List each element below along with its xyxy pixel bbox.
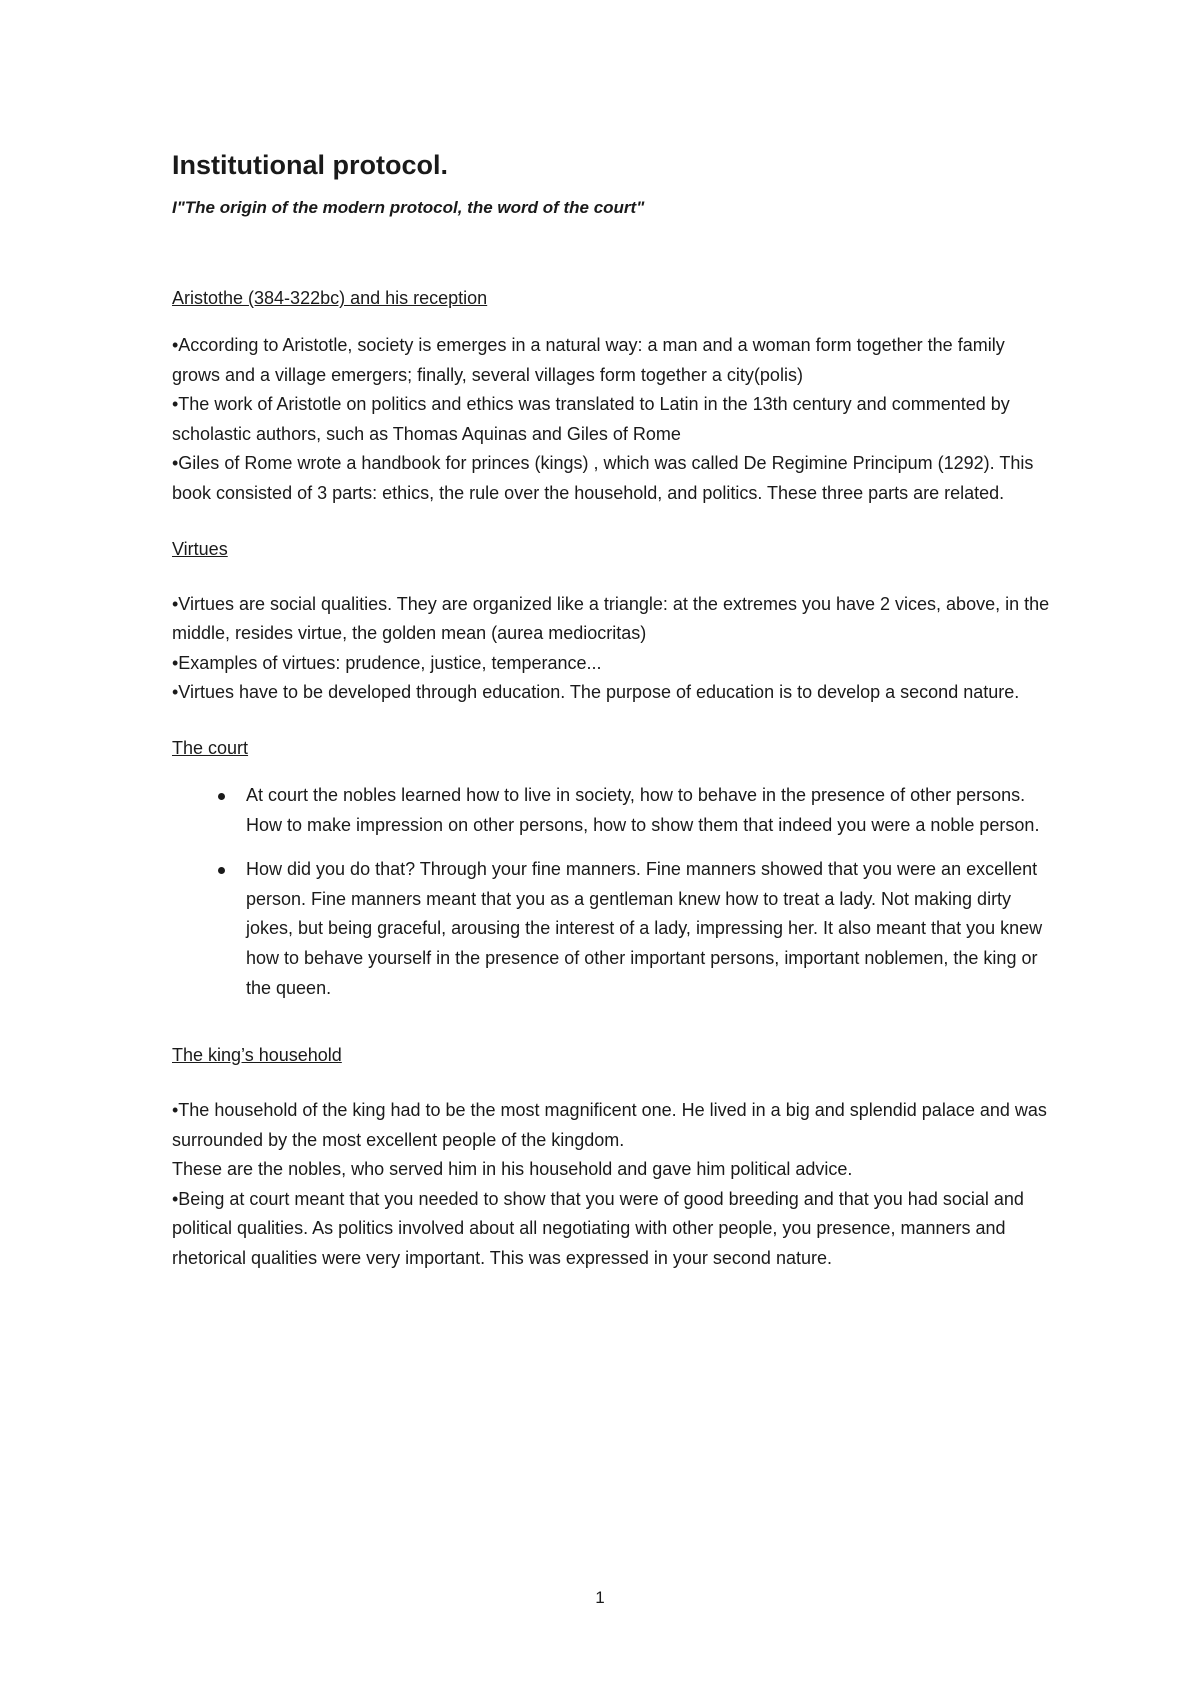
document-body: [172, 148, 1052, 1274]
list-item-text: How did you do that? Through your fine manners. Fine manners showed that you were an excellent person. Fine manners meant that you as a gentleman knew how to treat a lady. Not making dirty jokes, but being graceful, arousing the interest of a lady, impressing her. It also meant that you knew how to behave yourself in the presence of other important persons, important noblemen, the king or the queen.: [246, 859, 1043, 998]
paragraph: •The work of Aristotle on politics and ethics was translated to Latin in the 13th century and commented by scholastic authors, such as Thomas Aquinas and Giles of Rome: [172, 394, 1010, 444]
section-body-virtues: [172, 590, 1052, 708]
list-item: [172, 781, 1052, 840]
section-heading-aristotle: Aristothe (384-322bc) and his reception: [172, 288, 488, 308]
bullet-list: [172, 781, 1052, 1003]
paragraph: •Examples of virtues: prudence, justice, temperance...: [172, 652, 602, 673]
bullet-icon: [218, 793, 225, 800]
section-body-aristotle: [172, 331, 1052, 509]
paragraph: •According to Aristotle, society is emerges in a natural way: a man and a woman form together the family grows and a village emergers; finally, several villages form together a city(polis): [172, 335, 1005, 385]
section-heading-virtues: Virtues: [172, 538, 228, 559]
paragraph: These are the nobles, who served him in his household and gave him political advice.: [172, 1159, 853, 1180]
paragraph: •Being at court meant that you needed to show that you were of good breeding and that you had social and political qualities. As politics involved about all negotiating with other people, you presence, manners and rhetorical qualities were very important. This was expressed in your second nature.: [172, 1188, 1024, 1269]
list-item-text: At court the nobles learned how to live in society, how to behave in the presence of other persons. How to make impression on other persons, how to show them that indeed you were a noble person.: [246, 784, 1040, 835]
document-subtitle: I"The origin of the modern protocol, the word of the court": [172, 198, 645, 217]
document-title: Institutional protocol.: [172, 150, 448, 180]
paragraph: •The household of the king had to be the most magnificent one. He lived in a big and splendid palace and was surrounded by the most excellent people of the kingdom.: [172, 1100, 1047, 1150]
bullet-icon: [218, 867, 225, 874]
section-body-kings-household: [172, 1096, 1052, 1274]
paragraph: •Giles of Rome wrote a handbook for princes (kings) , which was called De Regimine Principum (1292). This book consisted of 3 parts: ethics, the rule over the household, and politics. These three parts are related.: [172, 453, 1034, 503]
page-number: 1: [595, 1588, 605, 1607]
list-item: [172, 855, 1052, 1003]
paragraph: •Virtues have to be developed through education. The purpose of education is to develop a second nature.: [172, 682, 1020, 703]
section-body-court: [172, 781, 1052, 1003]
paragraph: •Virtues are social qualities. They are organized like a triangle: at the extremes you have 2 vices, above, in the middle, resides virtue, the golden mean (aurea mediocritas): [172, 593, 1050, 644]
section-heading-court: The court: [172, 737, 249, 758]
section-heading-kings-household: The king’s household: [172, 1045, 342, 1066]
